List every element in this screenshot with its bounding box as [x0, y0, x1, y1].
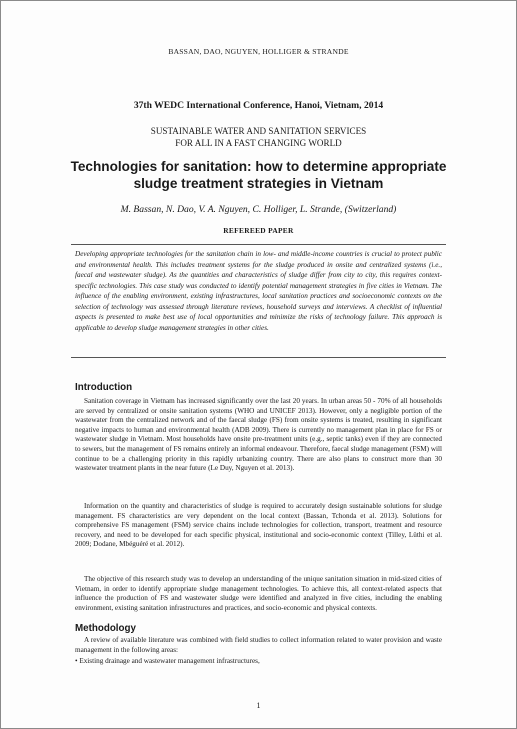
- theme-line-2: FOR ALL IN A FAST CHANGING WORLD: [175, 138, 342, 148]
- paper-title: Technologies for sanitation: how to determine appropriate sludge treatment strategies in Vietnam: [70, 159, 447, 191]
- bullet-icon: •: [75, 657, 80, 665]
- conference-theme: [1, 125, 516, 149]
- author-list: M. Bassan, N. Dao, V. A. Nguyen, C. Holliger, L. Strande, (Switzerland): [120, 204, 397, 215]
- abstract-bottom-rule: [71, 357, 446, 358]
- running-head: BASSAN, DAO, NGUYEN, HOLLIGER & STRANDE: [168, 47, 349, 56]
- page-number: 1: [256, 701, 261, 710]
- methodology-paragraph-1: A review of available literature was combined with field studies to collect information related to water provision and waste management in the following areas:: [75, 636, 442, 654]
- abstract: Developing appropriate technologies for the sanitation chain in low- and middle-income countries is crucial to protect public and environmental health. This includes treatment systems for the sludge produced in onsite and centralized systems (i.e., faecal and wastewater sludge). As the quantities and characteristics of sludge differ from city to city, this requires context-specific technologies. This case study was conducted to identify potential management strategies in five cities in Vietnam. The influence of the enabling environment, existing infrastructures, local sanitation practices and socioeconomic contexts on the selection of technology was assessed through literature reviews, household surveys and interviews. A checklist of influential aspects is presented to make best use of local opportunities and minimize the risks of technology failure. This approach is applicable to develop sludge management strategies in other cities.: [75, 250, 442, 332]
- conference-title: 37th WEDC International Conference, Hanoi, Vietnam, 2014: [133, 100, 384, 111]
- intro-paragraph-3: The objective of this research study was to develop an understanding of the unique sanitation situation in mid-sized cities of Vietnam, in order to identify appropriate sludge management technologies. To achieve this, all context-related aspects that influence the production of FS and wastewater sludge were identified and analyzed in five cities, including the enabling environment, existing sanitation infrastructures and practices, and socio-economic and physical contexts.: [75, 575, 442, 612]
- intro-paragraph-2: Information on the quantity and characteristics of sludge is required to accurately design sustainable solutions for sludge management. FS characteristics are very dependent on the local context (Bassan, Tchonda et al. 2013). Solutions for comprehensive FS management (FSM) service chains include technologies for collection, transport, treatment and resource recovery, and need to be developed for each specific physical, institutional and socio-economic context (Tilley, Lüthi et al. 2009; Dodane, Mbéguéré et al. 2012).: [75, 502, 442, 549]
- theme-line-1: SUSTAINABLE WATER AND SANITATION SERVICES: [150, 126, 367, 136]
- section-heading-introduction: Introduction: [75, 382, 133, 393]
- section-heading-methodology: Methodology: [75, 623, 136, 634]
- abstract-top-rule: [71, 244, 446, 245]
- methodology-bullet-item: [75, 657, 442, 667]
- bullet-text: Existing drainage and wastewater management infrastructures,: [79, 657, 260, 665]
- paper-type-label: REFEREED PAPER: [223, 226, 294, 235]
- intro-paragraph-1: Sanitation coverage in Vietnam has increased significantly over the last 20 years. In urban areas 50 - 70% of all households are served by centralized or onsite sanitation systems (WHO and UNICEF 2013). However, only a negligible portion of the wastewater from the centralized network and of the faecal sludge (FS) from onsite systems is treated, resulting in significant negative impacts to human and environmental health (ADB 2009). There is currently no management plan in place for FS or wastewater sludge in Vietnam. Most households have onsite pre-treatment units (e.g., septic tanks) even if they are connected to sewers, but the management of FS remains entirely an informal endeavour. Therefore, faecal sludge management (FSM) will continue to be a challenging priority in this rapidly urbanizing country. There are also plans to construct more than 30 wastewater treatment plants in the near future (Le Duy, Nguyen et al. 2013).: [75, 397, 442, 473]
